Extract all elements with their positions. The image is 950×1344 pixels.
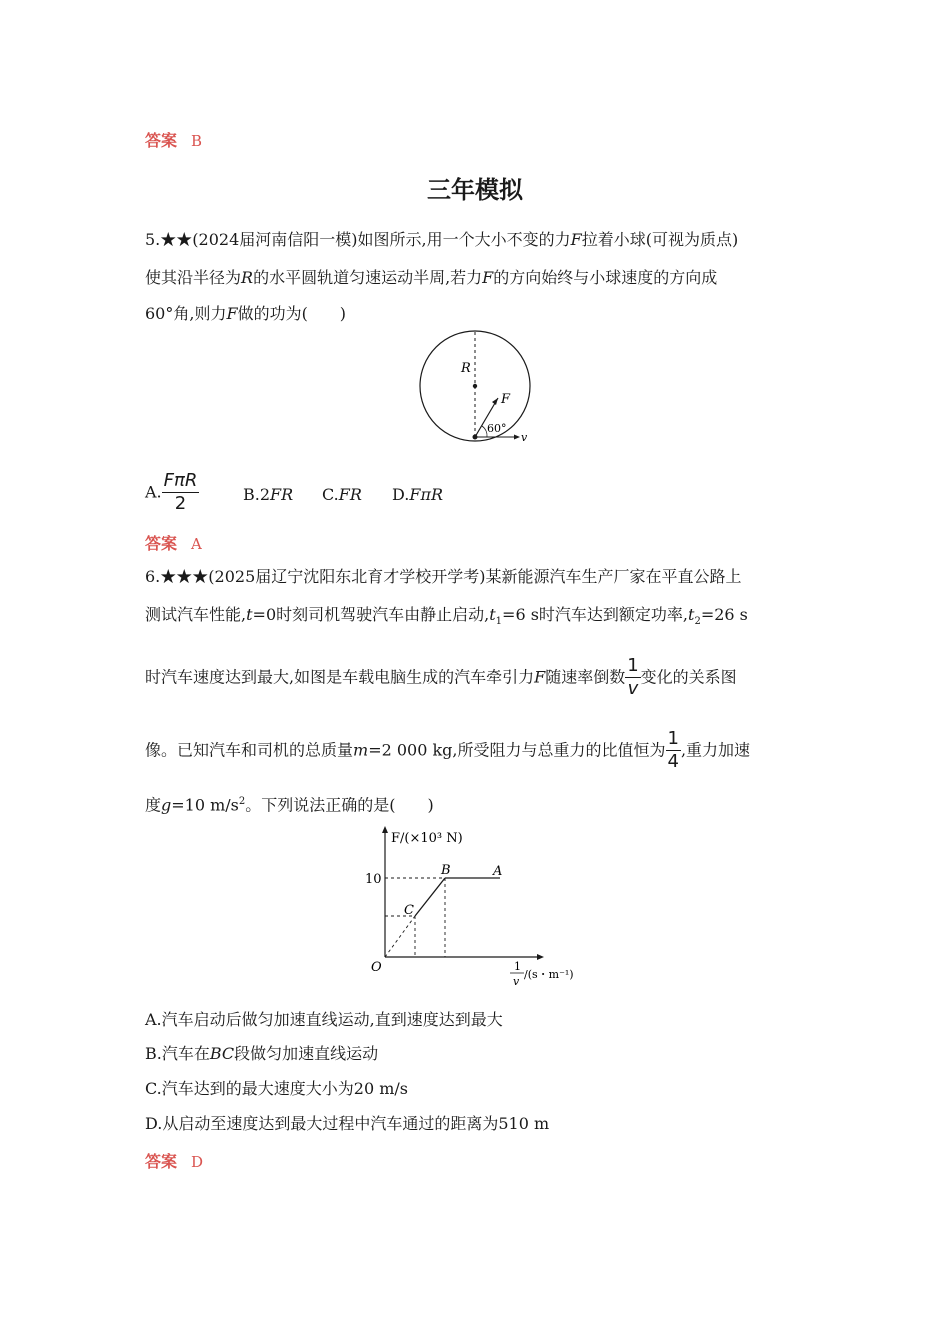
q5-option-c: C.FR [322, 485, 362, 504]
q6-answer: 答案 D [145, 1152, 204, 1171]
difficulty-stars: ★★★ [160, 567, 209, 586]
q5-source: (2024届河南信阳一模) [192, 230, 358, 249]
q5-option-a: A. $\frac{\text{FπR}}{2}$ [145, 470, 198, 514]
x-frac-num: 1 [514, 960, 521, 973]
q5-option-b: B.2FR [243, 485, 294, 504]
q5-answer: 答案 A [145, 534, 202, 553]
label-B: B [441, 863, 451, 878]
label-R: R [461, 361, 471, 376]
force-arrowhead [492, 398, 498, 405]
q5-circle-figure [410, 330, 540, 450]
y-axis-arrowhead [382, 826, 388, 833]
label-A: A [493, 864, 503, 879]
label-C: C [404, 903, 414, 918]
q5-line-2: 使其沿半径为R的水平圆轨道匀速运动半周,若力F的方向始终与小球速度的方向成 [145, 268, 718, 287]
x-axis-arrowhead [537, 954, 544, 960]
previous-answer [145, 128, 202, 151]
q6-line-5: 度g=10 $m/s^2$。下列说法正确的是( ) [145, 795, 434, 815]
segment-CB [415, 878, 445, 916]
q5-line-3: 60°角,则力F做的功为( ) [145, 304, 347, 323]
q6-source: (2025届辽宁沈阳东北育才学校开学考) [208, 567, 486, 586]
q6-option-d: D.从启动至速度达到最大过程中汽车通过的距离为510 m [145, 1114, 550, 1133]
label-F: F [501, 392, 511, 407]
q5-option-d: D.FπR [392, 485, 444, 504]
answer-label: 答案 [145, 131, 178, 150]
x-frac-den: v [513, 975, 520, 988]
q6-line-1: 6.★★★(2025届辽宁沈阳东北育才学校开学考)某新能源汽车生产厂家在平直公路上 [145, 567, 742, 586]
section-title: 三年模拟 [427, 176, 523, 204]
label-v: v [521, 431, 528, 444]
q6-force-graph [360, 822, 600, 992]
q5-line-1: 5.★★(2024届河南信阳一模)如图所示,用一个大小不变的力F拉着小球(可视为质点) [145, 230, 739, 249]
q6-option-a: A.汽车启动后做匀加速直线运动,直到速度达到最大 [145, 1010, 503, 1029]
label-angle: 60° [487, 422, 507, 435]
q6-line-3: 时汽车速度达到最大,如图是车载电脑生成的汽车牵引力F随速率倒数 $\frac{1}{v}$ 变化的关系图 [145, 655, 737, 699]
velocity-arrowhead [514, 435, 520, 440]
y-axis-label: F/(×10³ N) [391, 831, 463, 846]
q6-option-c: C.汽车达到的最大速度大小为20 m/s [145, 1079, 408, 1098]
origin-to-C-dashed [385, 916, 415, 957]
x-unit: /(s・m⁻¹) [524, 968, 574, 981]
q6-line-4: 像。已知汽车和司机的总质量m=2 000 kg,所受阻力与总重力的比值恒为 $\frac{1}{4}$ ,重力加速 [145, 728, 751, 772]
tick-10: 10 [365, 872, 382, 887]
q6-option-b: B.汽车在BC段做匀加速直线运动 [145, 1044, 379, 1063]
difficulty-stars: ★★ [160, 230, 193, 249]
q6-line-2: 测试汽车性能,t=0时刻司机驾驶汽车由静止启动$,t_1=6$ s时汽车达到额定功率$,t_2=26$ s [145, 605, 748, 628]
origin-label: O [371, 960, 382, 975]
answer-value: B [191, 132, 203, 150]
center-dot [473, 384, 477, 388]
